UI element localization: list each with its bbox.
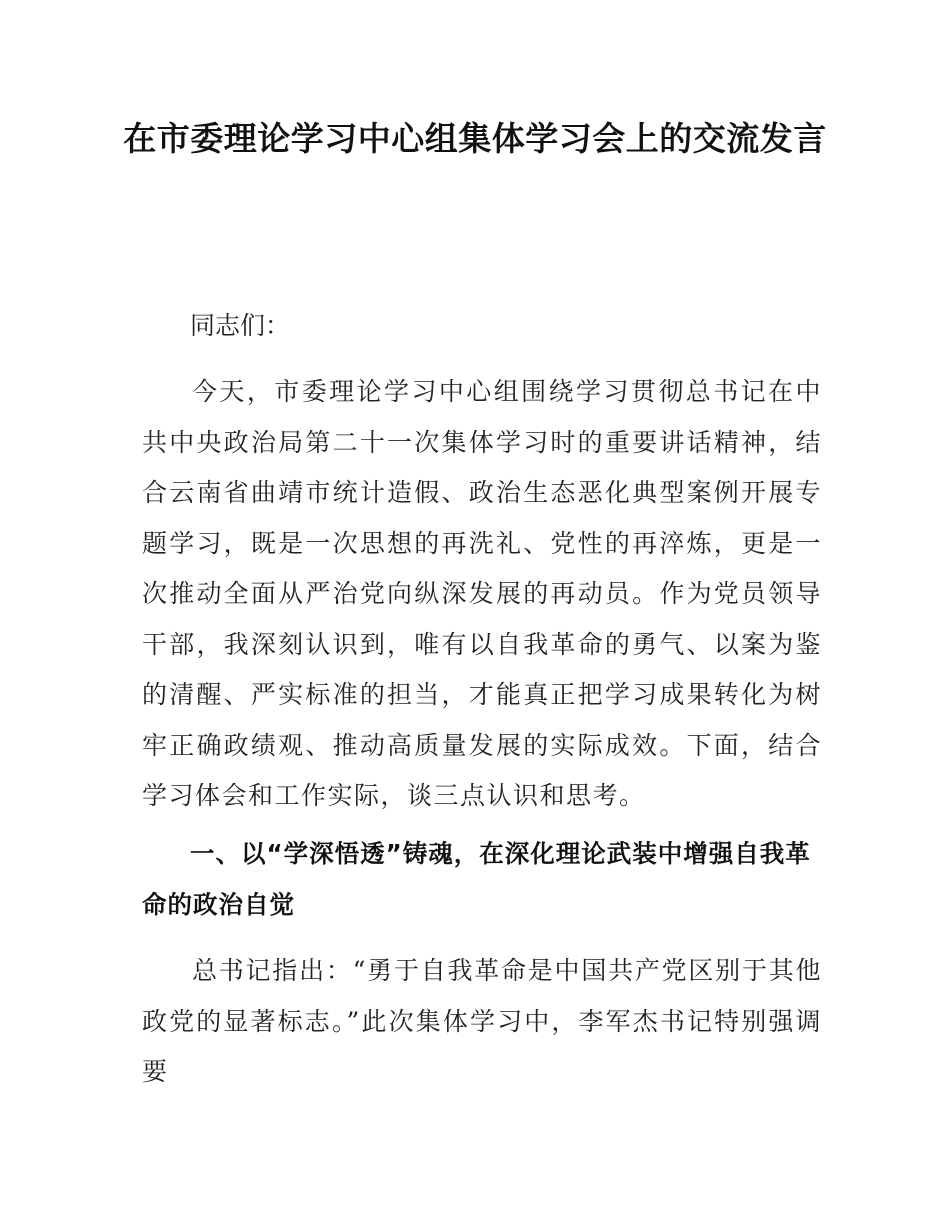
- salutation: 同志们：: [190, 311, 291, 340]
- section-heading: 一、以“学深悟透”铸魂，在深化理论武装中增强自我革命的政治自觉: [142, 839, 811, 919]
- document-title: 在市委理论学习中心组集体学习会上的交流发言: [123, 119, 827, 158]
- section-paragraph: 总书记指出：“勇于自我革命是中国共产党区别于其他政党的显著标志。”此次集体学习中，李军杰书记特别强调要: [142, 956, 822, 1086]
- body-paragraph: 今天，市委理论学习中心组围绕学习贯彻总书记在中共中央政治局第二十一次集体学习时的重要讲话精神，结合云南省曲靖市统计造假、政治生态恶化典型案例开展专题学习，既是一次思想的再洗礼、党性的再淬炼，更是一次推动全面从严治党向纵深发展的再动员。作为党员领导干部，我深刻认识到，唯有以自我革命的勇气、以案为鉴的清醒、严实标准的担当，才能真正把学习成果转化为树牢正确政绩观、推动高质量发展的实际成效。下面，结合学习体会和工作实际，谈三点认识和思考。: [142, 377, 822, 810]
